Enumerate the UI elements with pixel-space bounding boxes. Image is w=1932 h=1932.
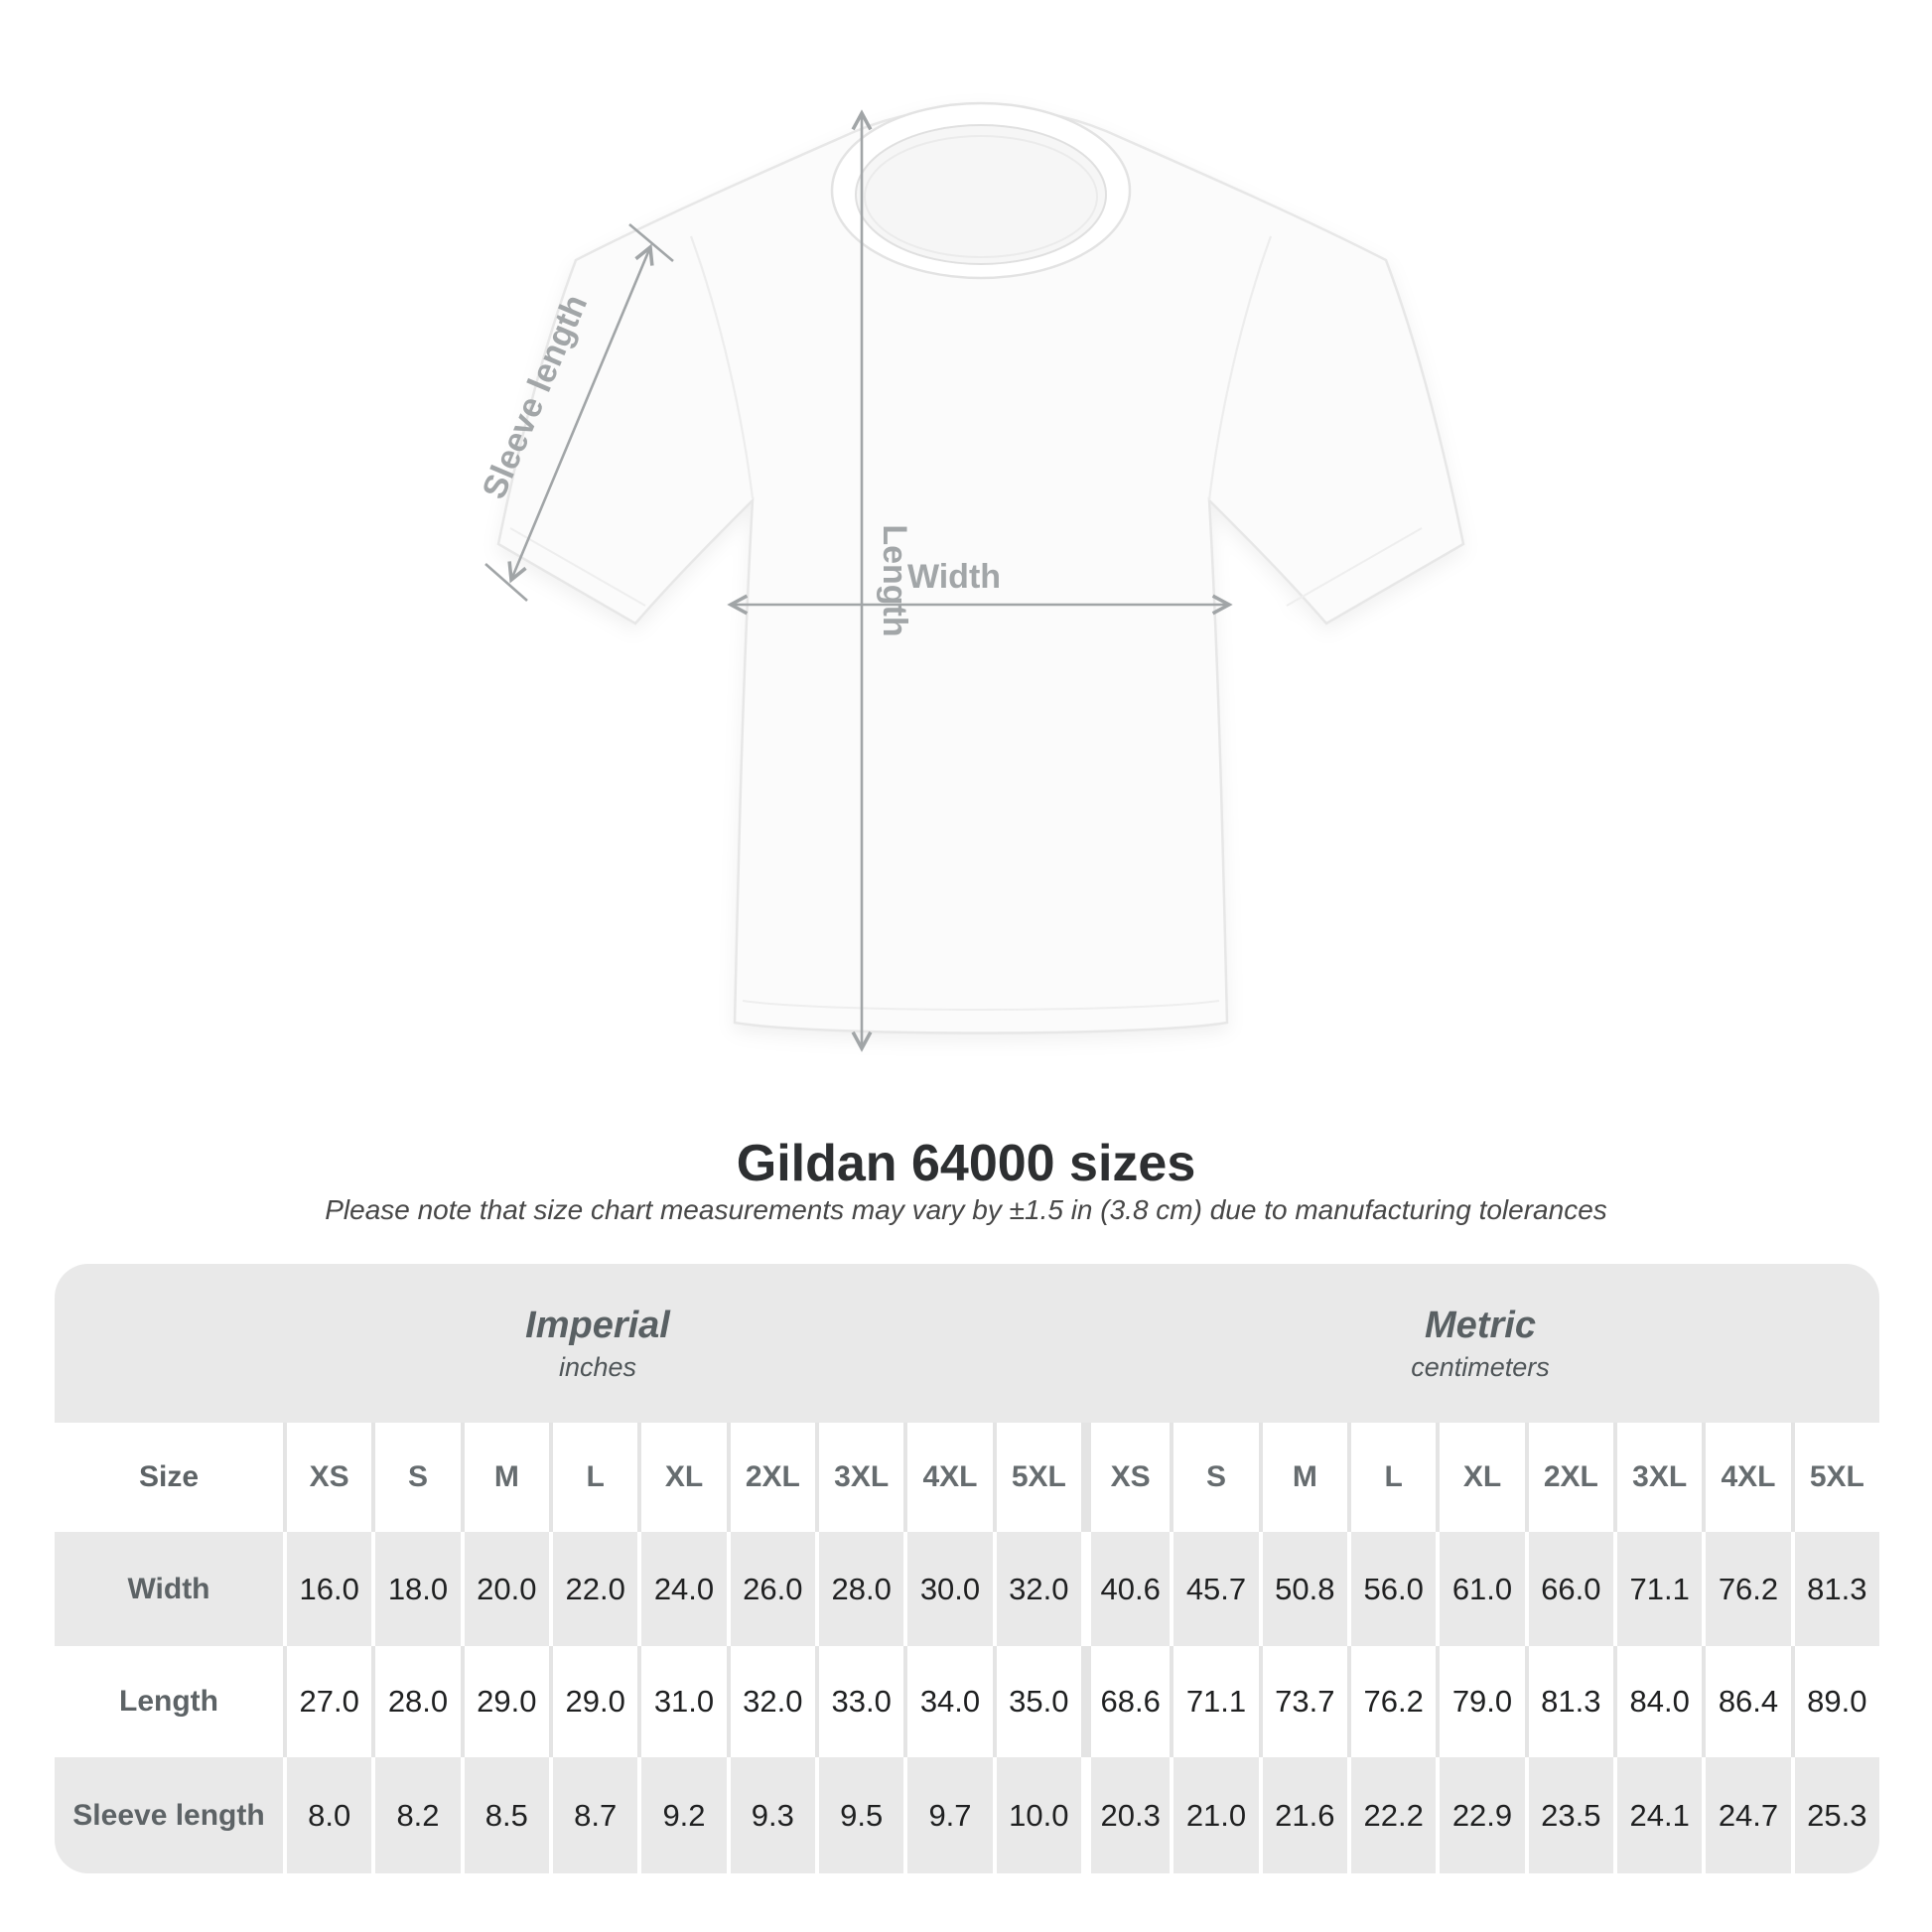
size-col-header: XL: [1436, 1423, 1524, 1532]
size-col-header: 2XL: [727, 1423, 815, 1532]
size-col-header: 4XL: [903, 1423, 992, 1532]
row-label: Length: [119, 1685, 218, 1718]
row-label: Width: [127, 1572, 210, 1605]
imperial-header: [525, 1302, 670, 1385]
table-row-width: [55, 1532, 1879, 1646]
value-cell: 26.0: [727, 1532, 815, 1646]
width-label: Width: [906, 558, 1002, 596]
value-cell: 81.3: [1525, 1646, 1613, 1757]
value-cell: 71.1: [1170, 1646, 1258, 1757]
table-row-sizes: [55, 1423, 1879, 1532]
size-col-header: M: [1259, 1423, 1347, 1532]
value-cell: 9.2: [637, 1757, 726, 1873]
value-cell: 10.0: [993, 1757, 1081, 1873]
value-cell: 28.0: [371, 1646, 460, 1757]
size-col-header: XS: [1081, 1423, 1170, 1532]
value-cell: 8.2: [371, 1757, 460, 1873]
value-cell: 61.0: [1436, 1532, 1524, 1646]
table-row-sleeve-length: [55, 1757, 1879, 1873]
value-cell: 81.3: [1791, 1532, 1879, 1646]
value-cell: 30.0: [903, 1532, 992, 1646]
value-cell: 21.6: [1259, 1757, 1347, 1873]
value-cell: 29.0: [461, 1646, 549, 1757]
size-chart-table: [55, 1264, 1879, 1873]
value-cell: 73.7: [1259, 1646, 1347, 1757]
length-label: Length: [876, 524, 913, 637]
value-cell: 35.0: [993, 1646, 1081, 1757]
value-cell: 22.2: [1347, 1757, 1436, 1873]
value-cell: 21.0: [1170, 1757, 1258, 1873]
size-row-label: Size: [138, 1460, 200, 1493]
metric-title: Metric: [1425, 1305, 1536, 1346]
value-cell: 79.0: [1436, 1646, 1524, 1757]
value-cell: 71.1: [1613, 1532, 1702, 1646]
value-cell: 23.5: [1525, 1757, 1613, 1873]
value-cell: 32.0: [727, 1646, 815, 1757]
value-cell: 34.0: [903, 1646, 992, 1757]
value-cell: 20.3: [1081, 1757, 1170, 1873]
size-col-header: L: [549, 1423, 637, 1532]
size-col-header: 5XL: [1791, 1423, 1879, 1532]
value-cell: 27.0: [283, 1646, 371, 1757]
unit-header-band: [55, 1264, 1879, 1423]
value-cell: 45.7: [1170, 1532, 1258, 1646]
page-subtitle: Please note that size chart measurements may vary by ±1.5 in (3.8 cm) due to manufacturing tolerances: [325, 1194, 1607, 1225]
value-cell: 31.0: [637, 1646, 726, 1757]
value-cell: 22.9: [1436, 1757, 1524, 1873]
value-cell: 22.0: [549, 1532, 637, 1646]
metric-header: [1411, 1302, 1550, 1385]
value-cell: 84.0: [1613, 1646, 1702, 1757]
value-cell: 25.3: [1791, 1757, 1879, 1873]
value-cell: 24.1: [1613, 1757, 1702, 1873]
value-cell: 9.3: [727, 1757, 815, 1873]
value-cell: 29.0: [549, 1646, 637, 1757]
tshirt-neck-opening: [856, 125, 1106, 264]
value-cell: 20.0: [461, 1532, 549, 1646]
page-title: Gildan 64000 sizes: [736, 1135, 1196, 1192]
sleeve-length-label: Sleeve length: [475, 289, 596, 505]
value-cell: 28.0: [815, 1532, 903, 1646]
value-cell: 8.0: [283, 1757, 371, 1873]
value-cell: 76.2: [1347, 1646, 1436, 1757]
value-cell: 40.6: [1081, 1532, 1170, 1646]
size-col-header: S: [1170, 1423, 1258, 1532]
sleeve-arrow-end-tick-bottom: [485, 564, 527, 601]
value-cell: 50.8: [1259, 1532, 1347, 1646]
size-col-header: M: [461, 1423, 549, 1532]
size-col-header: 4XL: [1702, 1423, 1790, 1532]
value-cell: 32.0: [993, 1532, 1081, 1646]
value-cell: 66.0: [1525, 1532, 1613, 1646]
value-cell: 76.2: [1702, 1532, 1790, 1646]
imperial-title: Imperial: [525, 1305, 670, 1346]
value-cell: 86.4: [1702, 1646, 1790, 1757]
value-cell: 9.5: [815, 1757, 903, 1873]
size-col-header: 3XL: [1613, 1423, 1702, 1532]
value-cell: 33.0: [815, 1646, 903, 1757]
value-cell: 56.0: [1347, 1532, 1436, 1646]
size-col-header: XL: [637, 1423, 726, 1532]
metric-unit: centimeters: [1411, 1352, 1550, 1382]
value-cell: 18.0: [371, 1532, 460, 1646]
size-col-header: 2XL: [1525, 1423, 1613, 1532]
value-cell: 9.7: [903, 1757, 992, 1873]
size-col-header: 5XL: [993, 1423, 1081, 1532]
imperial-unit: inches: [558, 1352, 637, 1382]
row-label: Sleeve length: [72, 1798, 265, 1832]
value-cell: 24.7: [1702, 1757, 1790, 1873]
value-cell: 8.7: [549, 1757, 637, 1873]
size-col-header: S: [371, 1423, 460, 1532]
value-cell: 8.5: [461, 1757, 549, 1873]
size-col-header: XS: [283, 1423, 371, 1532]
size-col-header: 3XL: [815, 1423, 903, 1532]
value-cell: 89.0: [1791, 1646, 1879, 1757]
size-col-header: L: [1347, 1423, 1436, 1532]
table-row-length: [55, 1646, 1879, 1757]
value-cell: 68.6: [1081, 1646, 1170, 1757]
value-cell: 16.0: [283, 1532, 371, 1646]
value-cell: 24.0: [637, 1532, 726, 1646]
